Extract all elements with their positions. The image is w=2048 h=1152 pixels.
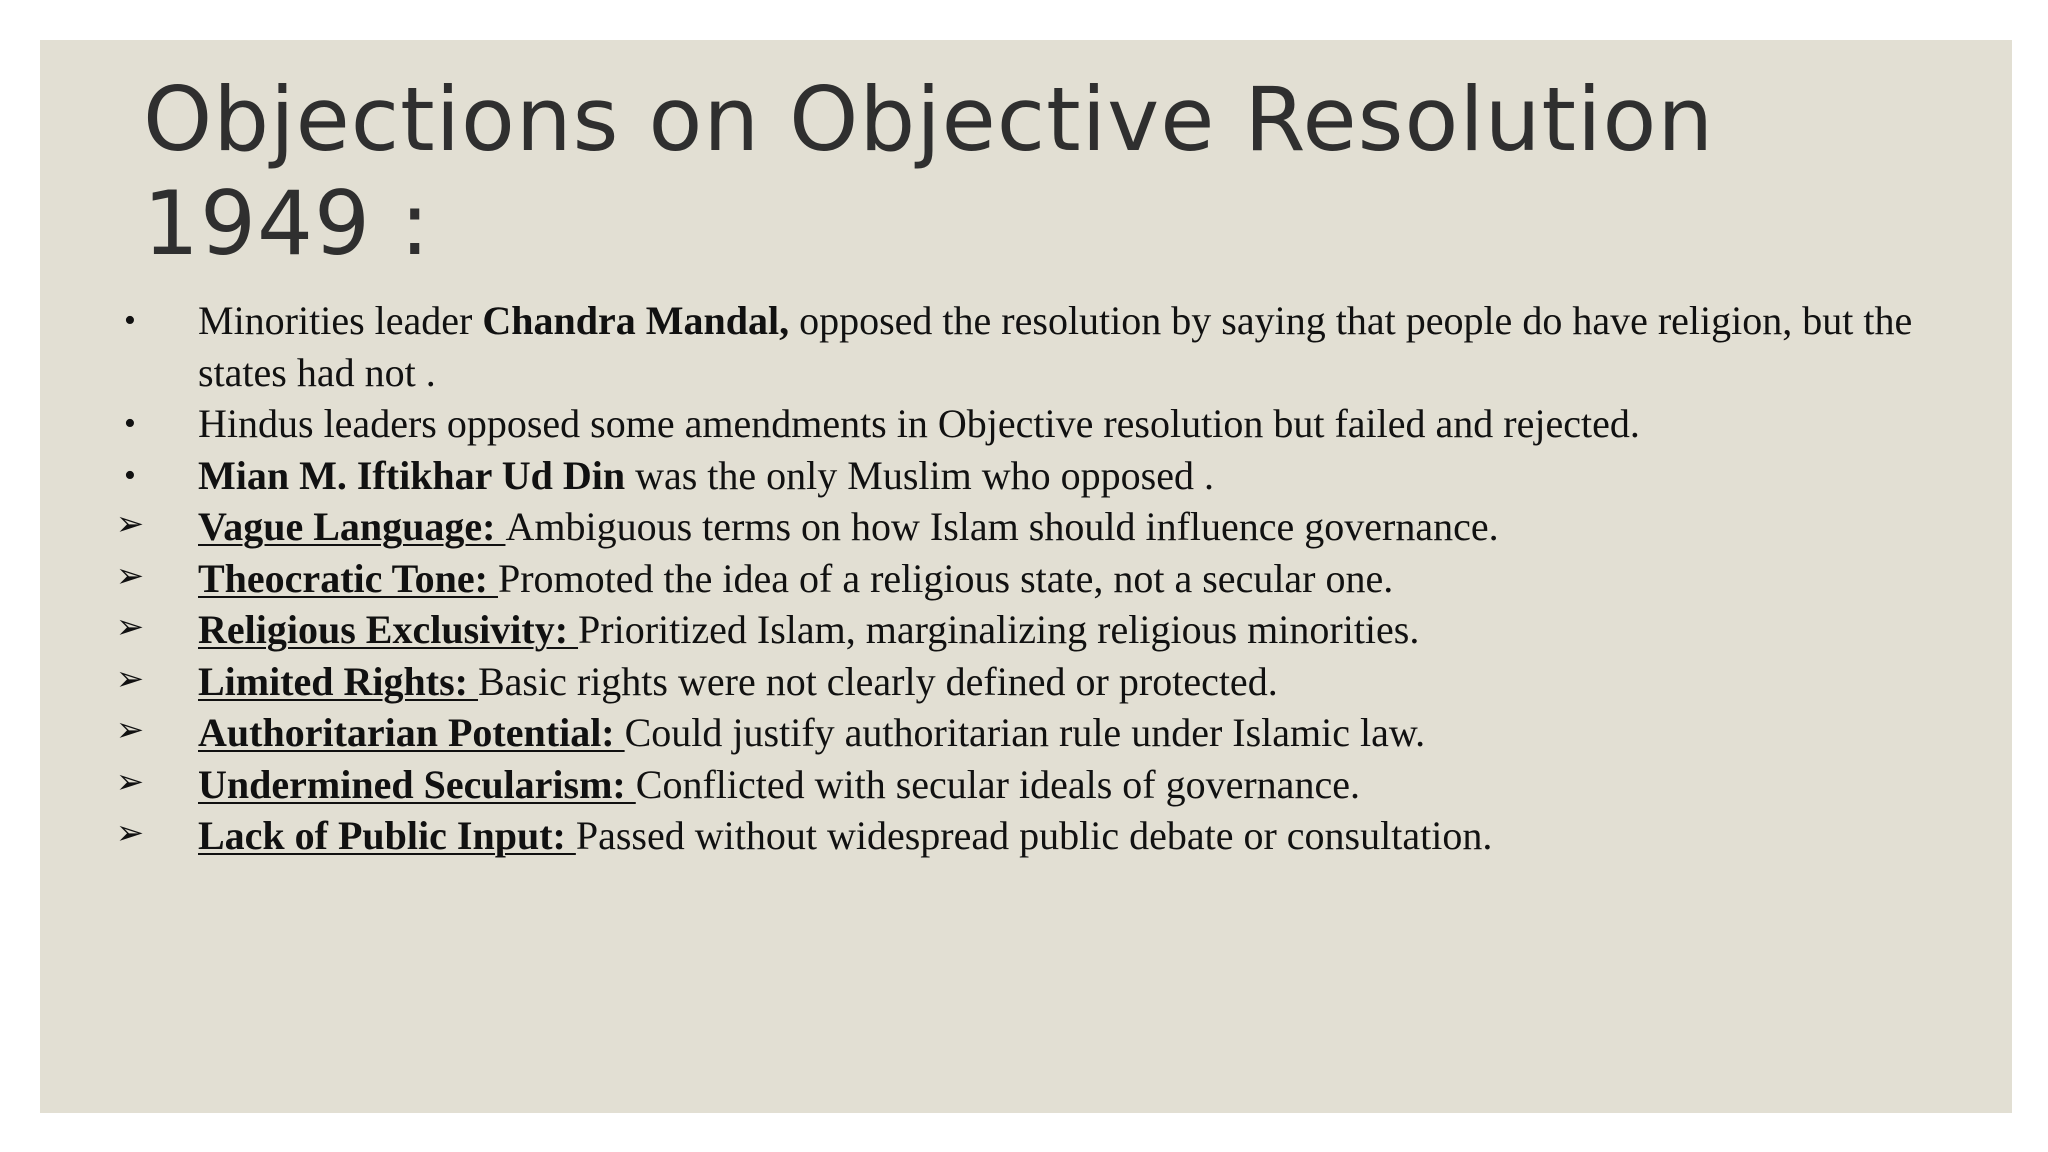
objection-item-religious-exclusivity	[110, 604, 1930, 656]
bullet-bold-name: Chandra Mandal,	[482, 298, 790, 343]
objection-item-theocratic-tone	[110, 553, 1930, 605]
bullet-item-chandra-mandal	[110, 295, 1930, 398]
objection-term: Authoritarian Potential:	[198, 710, 625, 755]
slide	[40, 40, 2012, 1113]
objection-term: Lack of Public Input:	[198, 813, 576, 858]
arrow-bullet-icon: ➢	[115, 504, 145, 544]
objection-term: Limited Rights:	[198, 658, 478, 704]
objection-description: Conflicted with secular ideals of governance.	[635, 761, 1360, 807]
objection-term: Theocratic Tone:	[198, 555, 498, 601]
bullet-dot-icon: •	[124, 456, 136, 494]
slide-title	[143, 68, 1963, 276]
objection-term: Religious Exclusivity:	[198, 607, 579, 652]
title-line-1: Objections on Objective Resolution	[143, 68, 1715, 171]
bullet-text: Hindus leaders opposed some amendments in Objective resolution but failed and rejected.	[198, 401, 1640, 446]
objection-description: Could justify authoritarian rule under Islamic law.	[624, 710, 1426, 755]
objection-description: Promoted the idea of a religious state, not a secular one.	[497, 555, 1394, 601]
bullet-text: was the only Muslim who opposed .	[625, 452, 1214, 498]
bullet-item-mian-iftikhar	[110, 450, 1930, 502]
arrow-bullet-icon: ➢	[115, 555, 145, 596]
bullet-item-hindus-leaders	[110, 398, 1930, 450]
objection-description: Basic rights were not clearly defined or protected.	[478, 658, 1278, 704]
bullet-text: opposed the resolution by saying that people do have religion, but the states had not .	[198, 298, 1913, 395]
arrow-bullet-icon: ➢	[115, 813, 145, 853]
bullet-bold-name: Mian M. Iftikhar Ud Din	[198, 452, 626, 498]
objection-item-lack-of-public-input	[110, 810, 1930, 862]
title-line-2: 1949 :	[143, 172, 431, 275]
arrow-bullet-icon: ➢	[115, 761, 145, 802]
objection-description: Passed without widespread public debate or consultation.	[575, 813, 1493, 858]
objection-description: Ambiguous terms on how Islam should influence governance.	[505, 504, 1499, 549]
objection-item-limited-rights	[110, 656, 1930, 708]
objection-item-vague-language	[110, 501, 1930, 553]
objection-item-authoritarian-potential	[110, 707, 1930, 759]
bullet-dot-icon: •	[124, 302, 136, 339]
objection-term: Undermined Secularism:	[198, 761, 636, 807]
bullet-list	[110, 295, 1930, 862]
objection-term: Vague Language:	[198, 504, 506, 549]
objection-description: Prioritized Islam, marginalizing religious minorities.	[578, 607, 1420, 652]
arrow-bullet-icon: ➢	[115, 710, 145, 750]
bullet-dot-icon: •	[124, 405, 136, 442]
bullet-text: Minorities leader	[198, 298, 483, 343]
arrow-bullet-icon: ➢	[115, 658, 145, 699]
arrow-bullet-icon: ➢	[115, 607, 145, 647]
objection-item-undermined-secularism	[110, 759, 1930, 811]
